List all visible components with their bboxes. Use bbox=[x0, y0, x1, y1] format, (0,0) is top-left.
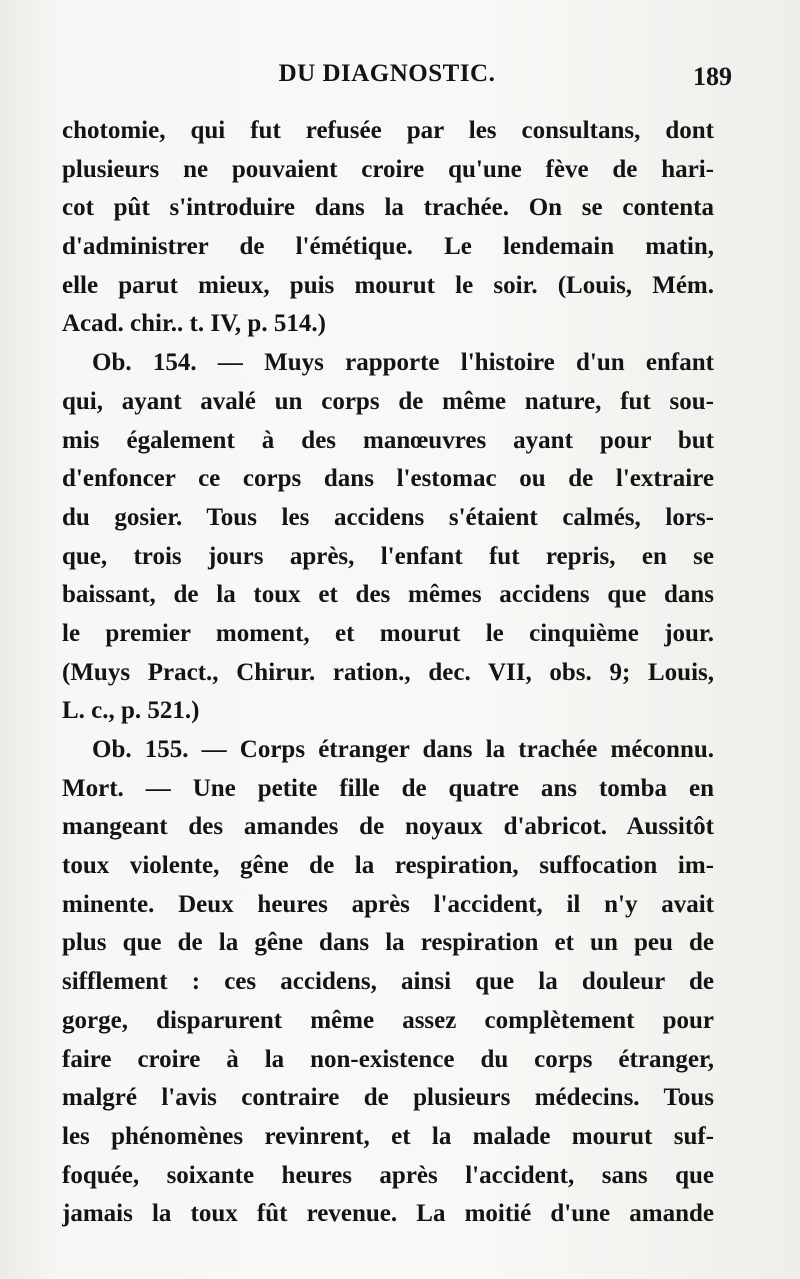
text-line: sifflement : ces accidens, ainsi que la douleur de bbox=[62, 968, 714, 996]
text-line: mangeant des amandes de noyaux d'abricot. Aussitôt bbox=[62, 813, 714, 841]
text-line: malgré l'avis contraire de plusieurs médecins. Tous bbox=[62, 1084, 714, 1112]
text-line: Ob. 154. — Muys rapporte l'histoire d'un enfant bbox=[92, 349, 714, 377]
body-text bbox=[62, 112, 714, 1234]
text-line: cot pût s'introduire dans la trachée. On se contenta bbox=[62, 194, 714, 222]
running-title: DU DIAGNOSTIC. bbox=[278, 60, 496, 87]
text-line: plusieurs ne pouvaient croire qu'une fève de hari- bbox=[62, 155, 714, 183]
text-line: jamais la toux fût revenue. La moitié d'une amande bbox=[62, 1200, 714, 1228]
text-line: que, trois jours après, l'enfant fut repris, en se bbox=[62, 542, 714, 570]
text-line: le premier moment, et mourut le cinquième jour. bbox=[62, 619, 714, 647]
page-number: 189 bbox=[693, 62, 732, 91]
text-line: mis également à des manœuvres ayant pour but bbox=[62, 426, 714, 454]
text-line: baissant, de la toux et des mêmes accidens que dans bbox=[62, 581, 714, 609]
text-line: Acad. chir.. t. IV, p. 514.) bbox=[62, 310, 326, 338]
text-line: plus que de la gêne dans la respiration et un peu de bbox=[62, 929, 714, 957]
text-line: qui, ayant avalé un corps de même nature, fut sou- bbox=[62, 387, 714, 415]
text-line: foquée, soixante heures après l'accident, sans que bbox=[62, 1161, 714, 1189]
text-line: Ob. 155. — Corps étranger dans la trachée méconnu. bbox=[92, 736, 714, 763]
text-line: toux violente, gêne de la respiration, suffocation im- bbox=[62, 852, 714, 880]
text-line: (Muys Pract., Chirur. ration., dec. VII, obs. 9; Louis, bbox=[62, 658, 714, 686]
text-line: minente. Deux heures après l'accident, il n'y avait bbox=[62, 890, 714, 918]
text-line: du gosier. Tous les accidens s'étaient calmés, lors- bbox=[62, 503, 714, 531]
text-line: elle parut mieux, puis mourut le soir. (Louis, Mém. bbox=[62, 271, 714, 299]
text-line: d'administrer de l'émétique. Le lendemain matin, bbox=[62, 233, 714, 261]
text-line: chotomie, qui fut refusée par les consultans, dont bbox=[62, 117, 714, 144]
text-line: les phénomènes revinrent, et la malade mourut suf- bbox=[62, 1122, 714, 1150]
text-line: faire croire à la non-existence du corps étranger, bbox=[62, 1045, 714, 1073]
text-line: gorge, disparurent même assez complètement pour bbox=[62, 1006, 714, 1034]
text-line: d'enfoncer ce corps dans l'estomac ou de l'extraire bbox=[62, 465, 714, 493]
text-line: Mort. — Une petite fille de quatre ans tomba en bbox=[62, 774, 714, 802]
page-header bbox=[62, 60, 732, 100]
text-line: L. c., p. 521.) bbox=[62, 697, 200, 725]
